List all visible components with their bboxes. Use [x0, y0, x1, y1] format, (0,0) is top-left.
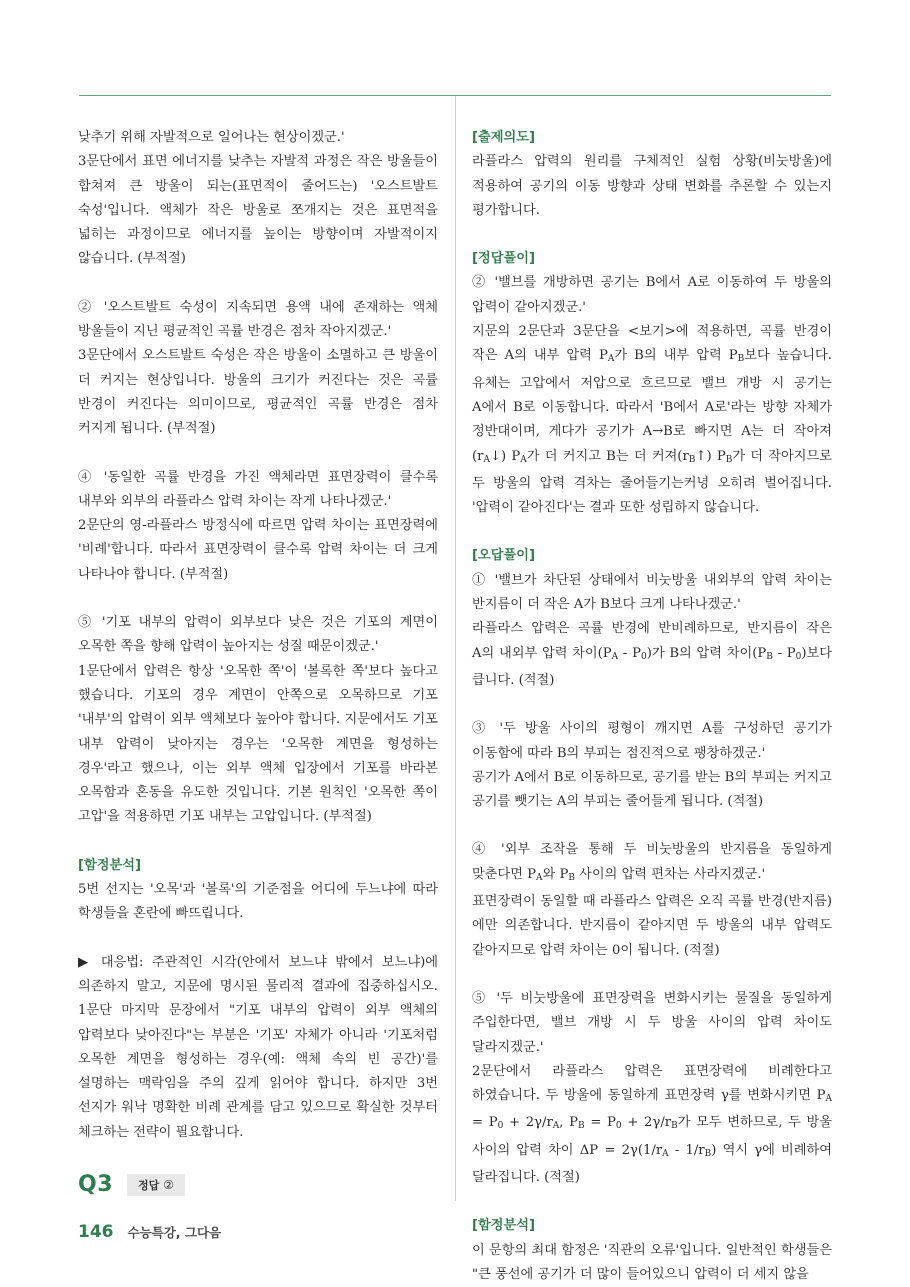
answer-badge: [127, 1174, 185, 1196]
intent-heading: [출제의도]: [472, 130, 536, 145]
choice-2-explanation: 3문단에서 오스트발트 숙성은 작은 방울이 소멸하고 큰 방울이 더 커지는 현상입니다. 방울의 크기가 커진다는 것은 곡률 반경이 커진다는 의미이므로, 평균적인 곡률 반경은 점차 커지게 됩니다. (부적절): [78, 348, 438, 437]
question-block: [78, 1172, 185, 1197]
wrong-5-explanation: 2문단에서 라플라스 압력은 표면장력에 비례한다고 하였습니다. 두 방울에 동일하게 표면장력 γ를 변화시키면 $P_A = P_0 + 2\gamma/r_A$, $P_B = P_0 + 2\gamma/r_B$가 모두 변하므로, 두 방울 사이의 압력 차이 $\Delta P = 2\gamma(1/r_A - 1/r_B)$ 역시 γ에 비례하여 달라집니다. (적절): [472, 1063, 833, 1185]
wrong-3-quote: ③ '두 방울 사이의 평형이 깨지면 A를 구성하던 공기가 이동함에 따라 B의 부피는 점진적으로 팽창하겠군.': [472, 721, 832, 761]
book-title: 수능특강, 그다음: [127, 1225, 222, 1240]
answer-explanation: 지문의 2문단과 3문단을 <보기>에 적용하면, 곡률 반경이 작은 A의 내부 압력 $P_A$가 B의 내부 압력 $P_B$보다 높습니다. 유체는 고압에서 저압으로 흐르므로 밸브 개방 시 공기는 A에서 B로 이동합니다. 따라서 'B에서 A로'라는 방향 자체가 정반대이며, 게다가 공기가 A→B로 빠지면 A는 더 작아져$(r_A↓)$ $P_A$가 더 커지고 B는 더 커져$(r_B↑)$ $P_B$가 더 작아지므로 두 방울의 압력 격차는 줄어들기는커녕 오히려 벌어집니다. '압력이 같아진다'는 결과 또한 성립하지 않습니다.: [472, 324, 832, 516]
page-number: 146: [78, 1222, 114, 1242]
wrong-1-quote: ① '밸브가 차단된 상태에서 비눗방울 내외부의 압력 차이는 반지름이 더 작은 A가 B보다 크게 나타나겠군.': [472, 572, 832, 613]
wrong-1-explanation: 라플라스 압력은 곡률 반경에 반비례하므로, 반지름이 작은 A의 내외부 압력 차이$(P_A - P_0)$가 B의 압력 차이$(P_B - P_0)$보다 큽니다. (적절): [472, 621, 833, 688]
wrong-4-quote: ④ '외부 조작을 통해 두 비눗방울의 반지름을 동일하게 맞춘다면 $P_A$와 $P_B$ 사이의 압력 편차는 사라지겠군.': [472, 842, 832, 883]
trap-analysis-text: 이 문항의 최대 함정은 '직관의 오류'입니다. 일반적인 학생들은 "큰 풍선에 공기가 더 많이 들어있으니 압력이 더 세지 않을: [472, 1242, 832, 1282]
choice-5-quote: ⑤ '기포 내부의 압력이 외부보다 낮은 것은 기포의 계면이 오목한 쪽을 향해 압력이 높아지는 성질 때문이겠군.': [78, 615, 438, 655]
answer-explanation-heading: [정답풀이]: [472, 251, 536, 267]
wrong-4-explanation: 표면장력이 동일할 때 라플라스 압력은 오직 곡률 반경(반지름)에만 의존합니다. 반지름이 같아지면 두 방울의 내부 압력도 같아지므로 압력 차이는 0이 됩니다. (적절): [472, 894, 832, 958]
wrong-3-explanation: 공기가 A에서 B로 이동하므로, 공기를 받는 B의 부피는 커지고 공기를 뺏기는 A의 부피는 줄어들게 됩니다. (적절): [472, 769, 832, 810]
choice-2-quote: ② '오스트발트 숙성이 지속되면 용액 내에 존재하는 액체 방울들이 지닌 평균적인 곡률 반경은 점차 작아지겠군.': [78, 299, 438, 340]
choice-4-explanation: 2문단의 영-라플라스 방정식에 따르면 압력 차이는 표면장력에 '비례'합니다. 따라서 표면장력이 클수록 압력 차이는 더 크게 나타나야 합니다. (부적절): [78, 518, 438, 582]
choice-4-quote: ④ '동일한 곡률 반경을 가진 액체라면 표면장력이 클수록 내부와 외부의 라플라스 압력 차이는 작게 나타나겠군.': [78, 469, 438, 509]
choice-5-explanation: 1문단에서 압력은 항상 '오목한 쪽'이 '볼록한 쪽'보다 높다고 했습니다. 기포의 경우 계면이 안쪽으로 오목하므로 기포 '내부'의 압력이 외부 액체보다 높아야 합니다. 지문에서도 기포 내부 압력이 낮아지는 경우는 '오목한 계면을 형성하는 경우'라고 했으나, 이는 외부 액체 입장에서 기포를 바라본 오목함과 혼동을 유도한 것입니다. 기본 원칙인 '오목한 쪽이 고압'을 적용하면 기포 내부는 고압입니다. (부적절): [78, 663, 438, 825]
trap-analysis-text: 5번 선지는 '오목'과 '볼록'의 기준점을 어디에 두느냐에 따라 학생들을 혼란에 빠뜨립니다.: [78, 882, 438, 922]
trap-analysis-heading: [함정분석]: [78, 857, 142, 873]
left-paragraph: 3문단에서 표면 에너지를 낮추는 자발적 과정은 작은 방울들이 합쳐져 큰 방울이 되는(표면적이 줄어드는) '오스트발트 숙성'입니다. 액체가 작은 방울로 쪼개지는 것은 표면적을 넓히는 과정이므로 에너지를 높이는 방향이며 자발적이지 않습니다. (부적절): [78, 154, 438, 267]
answer-value: ②: [163, 1177, 175, 1192]
column-divider: [455, 96, 456, 1201]
answer-quote: ② '밸브를 개방하면 공기는 B에서 A로 이동하여 두 방울의 압력이 같아지겠군.': [472, 275, 832, 315]
wrong-5-quote: ⑤ '두 비눗방울에 표면장력을 변화시키는 물질을 동일하게 주입한다면, 밸브 개방 시 두 방울 사이의 압력 차이도 달라지겠군.': [472, 990, 832, 1055]
question-number: Q3: [78, 1172, 114, 1197]
left-column: [78, 126, 438, 1145]
intent-text: 라플라스 압력의 원리를 구체적인 실험 상황(비눗방울)에 적용하여 공기의 이동 방향과 상태 변화를 추론할 수 있는지 평가합니다.: [472, 154, 832, 218]
page-footer: [78, 1222, 221, 1242]
trap-analysis-heading: [함정분석]: [472, 1218, 536, 1234]
right-column: [472, 126, 832, 1287]
left-paragraph: 낮추기 위해 자발적으로 일어나는 현상이겠군.': [78, 130, 345, 145]
answer-label: 정답: [138, 1178, 160, 1192]
wrong-answers-heading: [오답풀이]: [472, 548, 536, 564]
strategy-text: ▶ 대응법: 주관적인 시각(안에서 보느냐 밖에서 보느냐)에 의존하지 말고, 지문에 명시된 물리적 결과에 집중하십시오. 1문단 마지막 문장에서 "기포 내부의 압력이 외부 액체의 압력보다 낮아진다"는 부분은 '기포' 자체가 아니라 '기포처럼 오목한 계면을 형성하는 경우(예: 액체 속의 빈 공간)'를 설명하는 맥락임을 주의 깊게 읽어야 합니다. 하지만 3번 선지가 워낙 명확한 비례 관계를 담고 있으므로 확실한 것부터 체크하는 전략이 필요합니다.: [78, 954, 438, 1140]
